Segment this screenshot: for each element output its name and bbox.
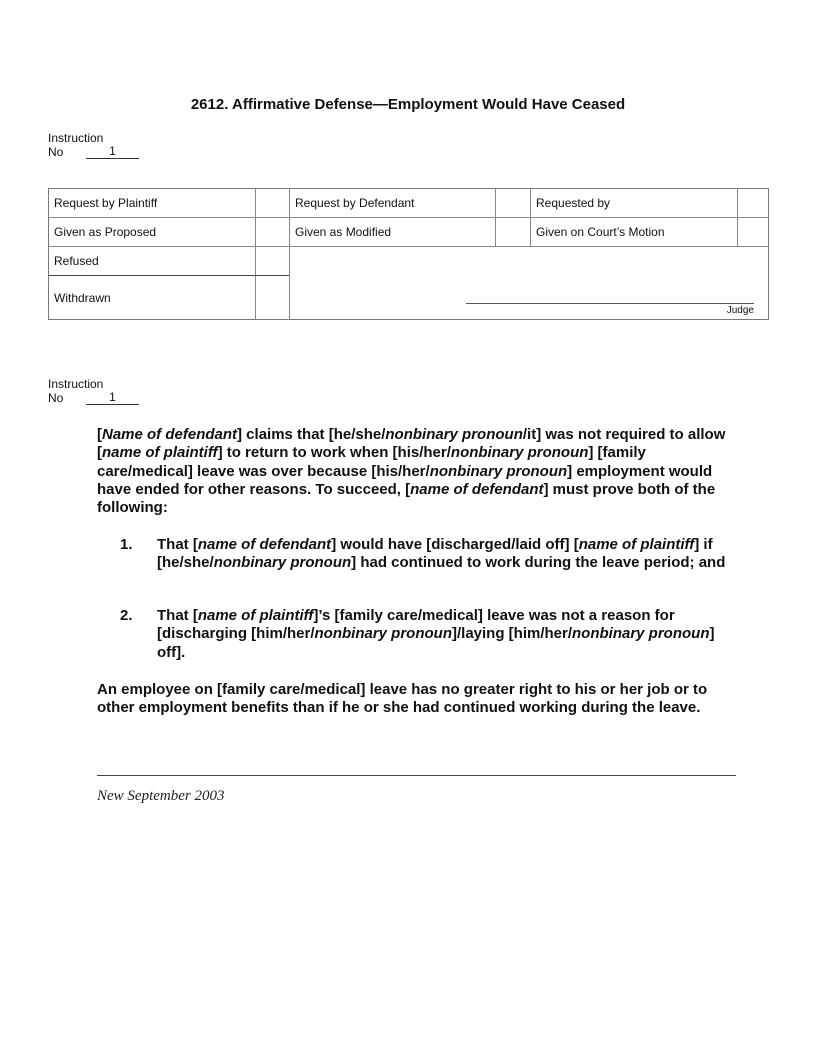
page-title: 2612. Affirmative Defense—Employment Would Have Ceased xyxy=(190,96,626,113)
given-on-courts-motion-checkbox[interactable] xyxy=(738,218,768,246)
list-number: 2. xyxy=(120,607,133,624)
revision-note: New September 2003 xyxy=(97,788,225,804)
given-as-proposed-label: Given as Proposed xyxy=(54,225,157,239)
instruction-no-label: No xyxy=(48,145,64,159)
given-as-modified-label: Given as Modified xyxy=(295,225,392,239)
list-text: That [name of plaintiff]’s [family care/medical] leave was not a reason for [discharging [him/her/nonbinary pronoun]/laying [him/her/nonbinary pronoun] off]. xyxy=(157,607,715,661)
instruction-no-field[interactable]: 1 xyxy=(86,145,139,159)
given-as-proposed-checkbox[interactable] xyxy=(256,218,289,246)
request-by-plaintiff-checkbox[interactable] xyxy=(256,189,289,217)
list-text: That [name of defendant] would have [discharged/laid off] [name of plaintiff] if [he/she/nonbinary pronoun] had continued to work during the leave period; and xyxy=(157,536,726,572)
instruction-no-label: No xyxy=(48,391,64,405)
footer-divider xyxy=(97,775,736,776)
list-number: 1. xyxy=(120,536,133,553)
instruction-no-field[interactable]: 1 xyxy=(86,391,139,405)
instruction-disposition-table xyxy=(48,188,769,320)
given-on-courts-motion-label: Given on Court’s Motion xyxy=(536,225,665,239)
given-as-modified-checkbox[interactable] xyxy=(496,218,530,246)
requested-by-checkbox[interactable] xyxy=(738,189,768,217)
refused-checkbox[interactable] xyxy=(256,247,289,275)
instruction-closing-paragraph: An employee on [family care/medical] leave has no greater right to his or her job or to other employment benefits than if he or she had continued working during the leave. xyxy=(97,681,708,717)
request-by-defendant-label: Request by Defendant xyxy=(295,196,415,210)
judge-label: Judge xyxy=(726,305,754,316)
refused-label: Refused xyxy=(54,254,99,268)
request-by-plaintiff-label: Request by Plaintiff xyxy=(54,196,158,210)
instruction-label: Instruction xyxy=(48,377,104,391)
instruction-label: Instruction xyxy=(48,131,104,145)
request-by-defendant-checkbox[interactable] xyxy=(496,189,530,217)
withdrawn-label: Withdrawn xyxy=(54,290,111,305)
instruction-number-block-bottom xyxy=(48,377,139,405)
withdrawn-checkbox[interactable] xyxy=(256,276,289,319)
instruction-intro-paragraph: [Name of defendant] claims that [he/she/nonbinary pronoun/it] was not required to allow [name of plaintiff] to return to work when [his/her/nonbinary pronoun] [family care/medical] leave was over because [his/her/nonbinary pronoun] employment would have ended for other reasons. To succeed, [name of defendant] must prove both of the following: xyxy=(97,426,726,517)
requested-by-label: Requested by xyxy=(536,196,611,210)
judge-signature-line[interactable] xyxy=(466,303,754,304)
instruction-number-block-top xyxy=(48,131,139,159)
